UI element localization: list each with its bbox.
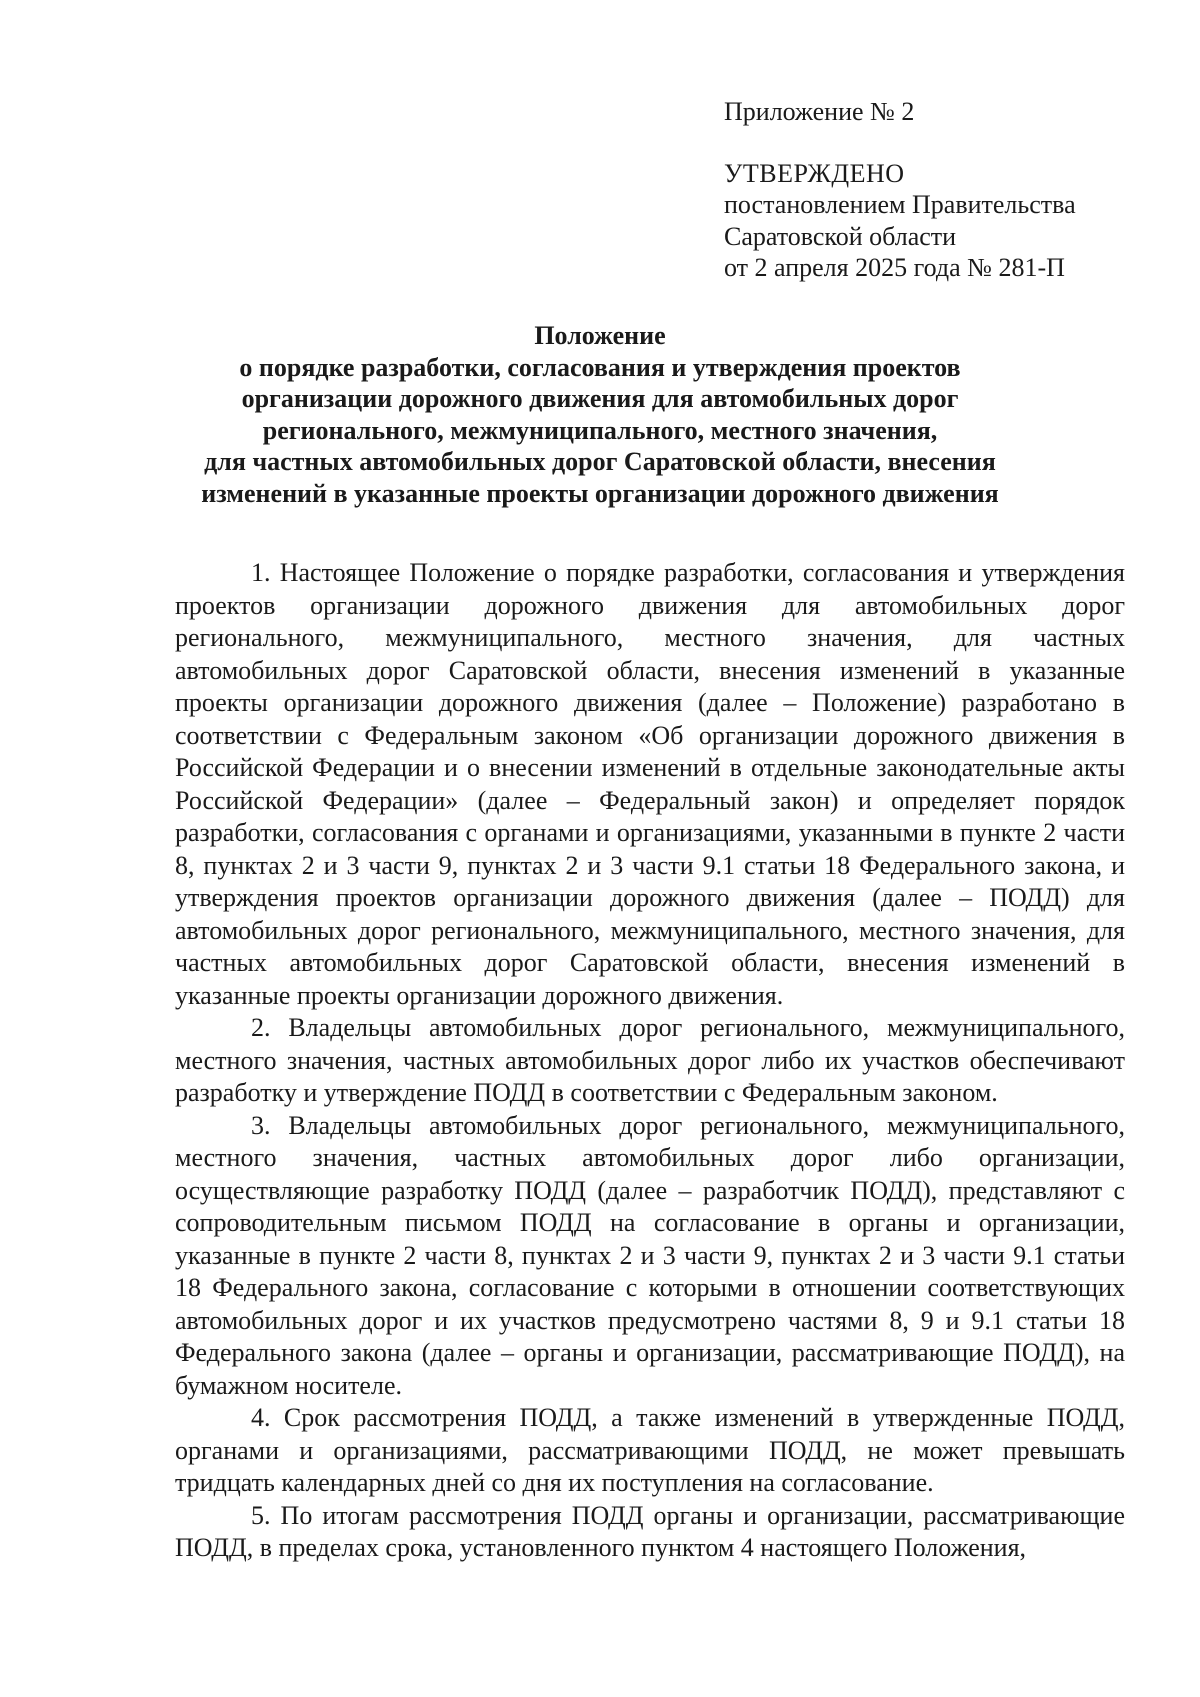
title-line: изменений в указанные проекты организации дорожного движения bbox=[201, 478, 999, 508]
title-line: Положение bbox=[534, 321, 666, 350]
paragraph-5: 5. По итогам рассмотрения ПОДД органы и организации, рассматривающие ПОДД, в пределах срока, установленного пунктом 4 настоящего Положения, bbox=[175, 1500, 1125, 1562]
approval-block bbox=[724, 96, 1076, 284]
title-line: о порядке разработки, согласования и утверждения проектов bbox=[239, 352, 961, 382]
document-title bbox=[150, 320, 1050, 509]
approval-region-line: Саратовской области bbox=[724, 221, 957, 251]
title-line: для частных автомобильных дорог Саратовской области, внесения bbox=[204, 447, 996, 476]
annex-number: Приложение № 2 bbox=[724, 97, 915, 126]
paragraph-1: 1. Настоящее Положение о порядке разработки, согласования и утверждения проектов организации дорожного движения для автомобильных дорог регионального, межмуниципального, местного значения, для частных автомобильных дорог Саратовской области, внесения изменений в указанные проекты организации дорожного движения (далее – Положение) разработано в соответствии с Федеральным законом «Об организации дорожного движения в Российской Федерации и о внесении изменений в отдельные законодательные акты Российской Федерации» (далее – Федеральный закон) и определяет порядок разработки, согласования с органами и организациями, указанными в пункте 2 части 8, пунктах 2 и 3 части 9, пунктах 2 и 3 части 9.1 статьи 18 Федерального закона, и утверждения проектов организации дорожного движения (далее – ПОДД) для автомобильных дорог регионального, межмуниципального, местного значения, для частных автомобильных дорог Саратовской области, внесения изменений в указанные проекты организации дорожного движения. bbox=[175, 558, 1125, 1010]
approved-stamp-text: УТВЕРЖДЕНО bbox=[724, 158, 905, 188]
paragraph-3: 3. Владельцы автомобильных дорог регионального, межмуниципального, местного значения, частных автомобильных дорог либо организации, осуществляющие разработку ПОДД (далее – разработчик ПОДД), представляют с сопроводительным письмом ПОДД на согласование в органы и организации, указанные в пункте 2 части 8, пунктах 2 и 3 части 9, пунктах 2 и 3 части 9.1 статьи 18 Федерального закона, согласование с которыми в отношении соответствующих автомобильных дорог и их участков предусмотрено частями 8, 9 и 9.1 статьи 18 Федерального закона (далее – органы и организации, рассматривающие ПОДД), на бумажном носителе. bbox=[175, 1110, 1125, 1400]
approval-date-line: от 2 апреля 2025 года № 281-П bbox=[724, 253, 1065, 282]
paragraph-2: 2. Владельцы автомобильных дорог регионального, межмуниципального, местного значения, частных автомобильных дорог либо их участков обеспечивают разработку и утверждение ПОДД в соответствии с Федеральным законом. bbox=[175, 1013, 1125, 1107]
title-line: регионального, межмуниципального, местного значения, bbox=[262, 415, 938, 445]
approval-decree-line: постановлением Правительства bbox=[724, 190, 1076, 219]
title-line: организации дорожного движения для автомобильных дорог bbox=[241, 384, 959, 413]
paragraph-4: 4. Срок рассмотрения ПОДД, а также изменений в утвержденные ПОДД, органами и организациями, рассматривающими ПОДД, не может превышать тридцать календарных дней со дня их поступления на согласование. bbox=[175, 1403, 1125, 1497]
document-body bbox=[175, 557, 1125, 1565]
